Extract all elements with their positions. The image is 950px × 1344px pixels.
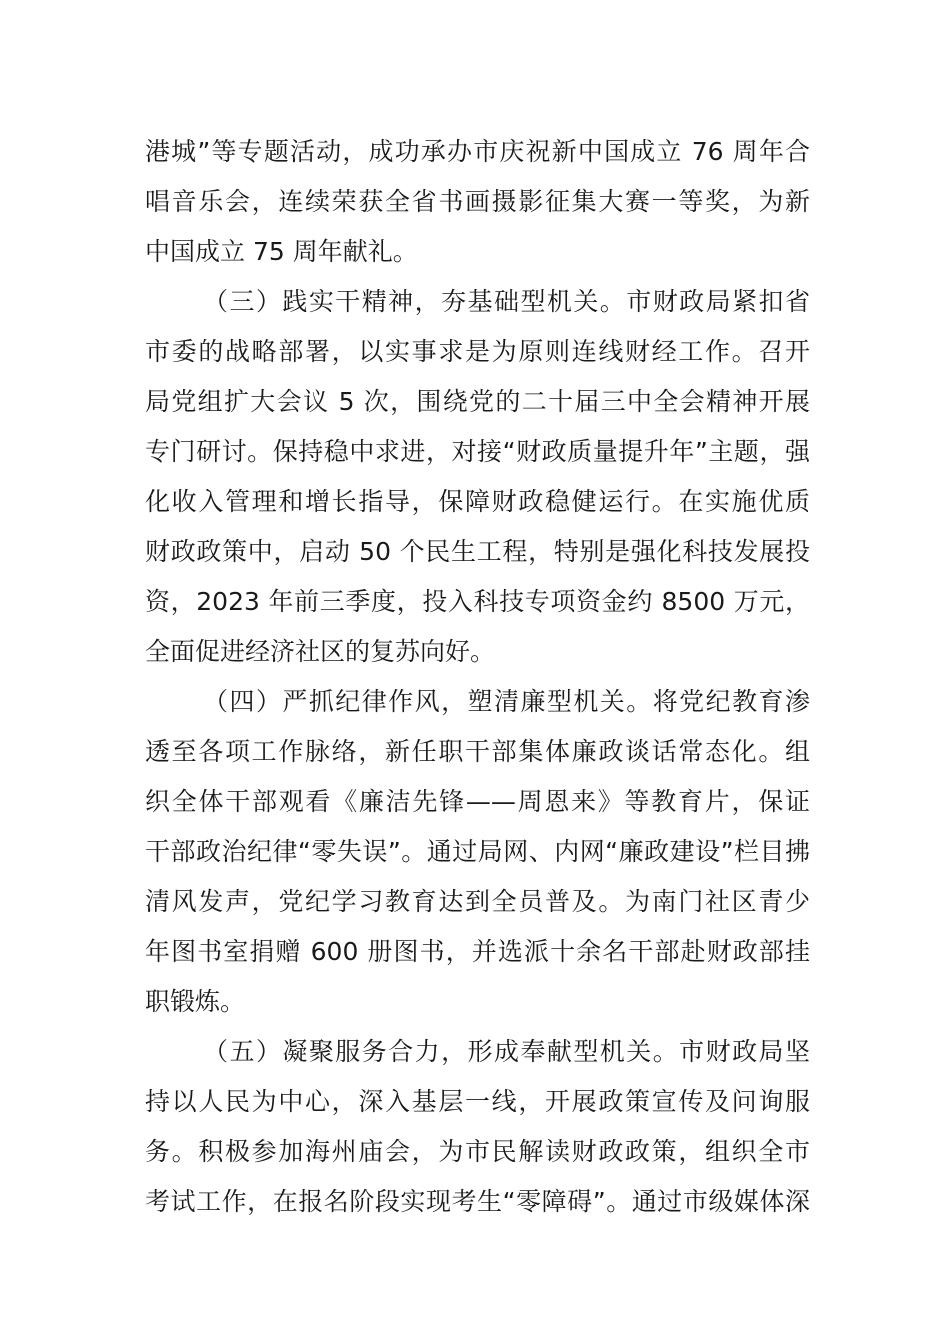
text-line: 财政政策中，启动 50 个民生工程，特别是强化科技发展投 <box>145 537 810 566</box>
text-line: （五）凝聚服务合力，形成奉献型机关。市财政局坚 <box>203 1037 810 1066</box>
text-line: 考试工作，在报名阶段实现考生“零障碍”。通过市级媒体深 <box>145 1187 810 1216</box>
text-line: 干部政治纪律“零失误”。通过局网、内网“廉政建设”栏目拂 <box>145 837 810 866</box>
paragraph-section-3 <box>145 277 810 677</box>
paragraph-section-5 <box>145 1027 810 1227</box>
text-line: 专门研讨。保持稳中求进，对接“财政质量提升年”主题，强 <box>145 437 810 466</box>
text-line: 全面促进经济社区的复苏向好。 <box>145 637 496 666</box>
text-line: 务。积极参加海州庙会，为市民解读财政政策，组织全市 <box>145 1137 810 1166</box>
text-line: 持以人民为中心，深入基层一线，开展政策宣传及问询服 <box>145 1087 810 1116</box>
text-line: 透至各项工作脉络，新任职干部集体廉政谈话常态化。组 <box>145 737 810 766</box>
document-body <box>145 127 810 1227</box>
text-line: 唱音乐会，连续荣获全省书画摄影征集大赛一等奖，为新 <box>145 187 810 216</box>
text-line: 年图书室捐赠 600 册图书，并选派十余名干部赴财政部挂 <box>145 937 810 966</box>
text-line: 资，2023 年前三季度，投入科技专项资金约 8500 万元， <box>145 587 810 616</box>
text-line: 织全体干部观看《廉洁先锋——周恩来》等教育片，保证 <box>145 787 810 816</box>
text-line: 清风发声，党纪学习教育达到全员普及。为南门社区青少 <box>145 887 810 916</box>
text-line: 局党组扩大会议 5 次，围绕党的二十届三中全会精神开展 <box>145 387 810 416</box>
text-line: 职锻炼。 <box>145 987 246 1016</box>
text-line: 化收入管理和增长指导，保障财政稳健运行。在实施优质 <box>145 487 810 516</box>
paragraph-continuation <box>145 127 810 277</box>
text-line: 港城”等专题活动，成功承办市庆祝新中国成立 76 周年合 <box>145 137 810 166</box>
text-line: （四）严抓纪律作风，塑清廉型机关。将党纪教育渗 <box>203 687 810 716</box>
text-line: 中国成立 75 周年献礼。 <box>145 237 418 266</box>
text-line: （三）践实干精神，夯基础型机关。市财政局紧扣省 <box>203 287 810 316</box>
text-line: 市委的战略部署，以实事求是为原则连线财经工作。召开 <box>145 337 810 366</box>
paragraph-section-4 <box>145 677 810 1027</box>
